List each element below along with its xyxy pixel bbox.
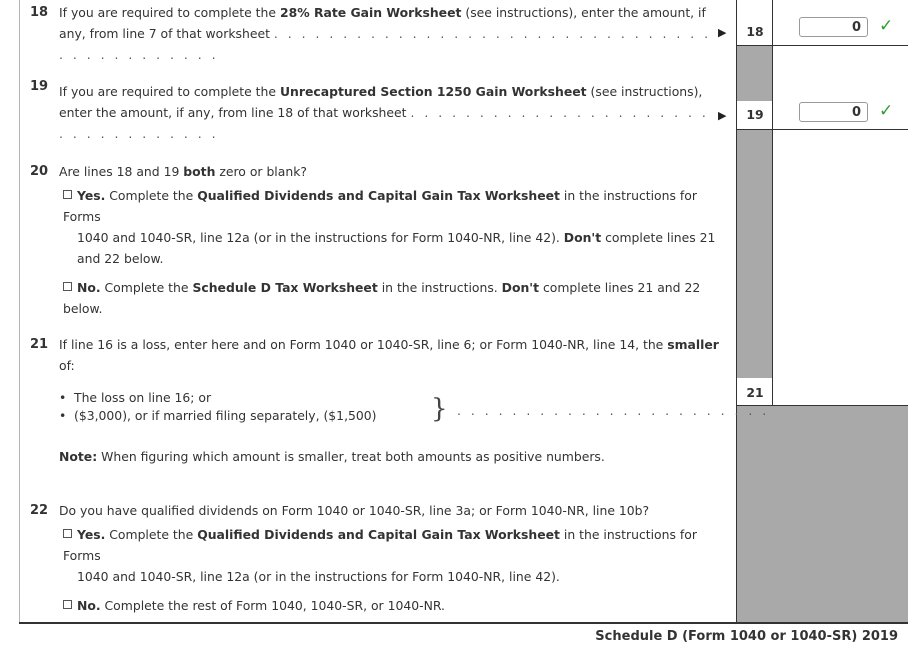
shaded-block-22 <box>737 406 908 622</box>
line-21-note: Note: When figuring which amount is smaller, treat both amounts as positive numbers. <box>59 449 605 464</box>
line-18-amount-input[interactable] <box>799 17 868 37</box>
footer-rule <box>19 622 908 624</box>
line-19-arrow-icon: ▶ <box>718 109 727 122</box>
line-19-text: If you are required to complete the Unrecaptured Section 1250 Gain Worksheet (see instructions), enter the amount, if any, from line 18 of that worksheet . . . . . . . . . . . . . . . . . . . . . . . . . . . . . . . . . . <box>59 84 709 141</box>
line-22-no-checkbox[interactable] <box>63 600 72 609</box>
line-22-no-option[interactable]: No. Complete the rest of Form 1040, 1040-SR, or 1040-NR. <box>63 595 445 616</box>
line-21-bullet-list <box>59 389 377 425</box>
line-19-box-label: 19 <box>746 107 764 122</box>
line-19-amount-input[interactable] <box>799 102 868 122</box>
line-20-yes-checkbox[interactable] <box>63 190 72 199</box>
line-18-number: 18 <box>30 5 49 20</box>
leader-dots: . . . . . . . . . . . . . . . . . . . . . . . . . . . . . . . . . . . . . . . . . . . . <box>59 26 712 62</box>
line-19-check-icon: ✓ <box>879 101 894 121</box>
leader-dots: . . . . . . . . . . . . . . . . . . . . . . . . . . . . . . . . . . <box>59 105 709 141</box>
line-22-question: Do you have qualified dividends on Form 1040 or 1040-SR, line 3a; or Form 1040-NR, line 10b? <box>59 503 650 518</box>
row-rule-18 <box>737 45 908 46</box>
column-divider <box>736 0 737 623</box>
line-18-text: If you are required to complete the 28% Rate Gain Worksheet (see instructions), enter the amount, if any, from line 7 of that worksheet . . . . . . . . . . . . . . . . . . . . . . . . . . . . . . . . . . . . . . . . . . . . <box>59 5 712 62</box>
line-19-worksheet-name: Unrecaptured Section 1250 Gain Worksheet <box>279 84 587 99</box>
line-18-check-icon: ✓ <box>879 16 894 36</box>
list-item: • ($3,000), or if married filing separately, ($1,500) <box>59 408 377 423</box>
line-20-yes-option[interactable]: Yes. Complete the Qualified Dividends and Capital Gain Tax Worksheet in the instructions for Forms 1040 and 1040-SR, line 12a (or in the instructions for Form 1040-NR, line 42). Don't complete lines 21 and 22 below. <box>63 188 716 266</box>
line-21-number: 21 <box>30 337 49 352</box>
line-18-box-label: 18 <box>746 24 764 39</box>
line-18-worksheet-name: 28% Rate Gain Worksheet <box>279 5 462 20</box>
brace-icon: } <box>431 394 448 424</box>
line-19-number: 19 <box>30 79 49 94</box>
line-21-text: If line 16 is a loss, enter here and on Form 1040 or 1040-SR, line 6; or Form 1040-NR, line 14, the smaller of: <box>59 337 719 373</box>
line-20-no-checkbox[interactable] <box>63 282 72 291</box>
line-18-arrow-icon: ▶ <box>718 26 727 39</box>
line-20-question: Are lines 18 and 19 both zero or blank? <box>59 164 307 179</box>
line-22-yes-checkbox[interactable] <box>63 529 72 538</box>
line-22-number: 22 <box>30 503 49 518</box>
line-20-no-option[interactable]: No. Complete the Schedule D Tax Worksheet in the instructions. Don't complete lines 21 and 22 below. <box>63 280 701 316</box>
list-item: • The loss on line 16; or <box>59 390 212 405</box>
row-rule-19 <box>737 129 908 130</box>
shaded-cell-19 <box>737 45 773 101</box>
shaded-cell-20 <box>737 130 773 378</box>
line-20-number: 20 <box>30 164 49 179</box>
line-21-amount-cell[interactable] <box>773 379 908 405</box>
line-22-yes-option[interactable]: Yes. Complete the Qualified Dividends and Capital Gain Tax Worksheet in the instructions for Forms 1040 and 1040-SR, line 12a (or in the instructions for Form 1040-NR, line 42). <box>63 527 697 584</box>
form-footer: Schedule D (Form 1040 or 1040-SR) 2019 <box>595 629 898 644</box>
box-label-divider <box>772 0 773 406</box>
left-margin-rule <box>19 0 20 623</box>
line-21-box-label: 21 <box>746 385 764 400</box>
leader-dots: . . . . . . . . . . . . . . . . . . . . . . . <box>457 403 770 418</box>
